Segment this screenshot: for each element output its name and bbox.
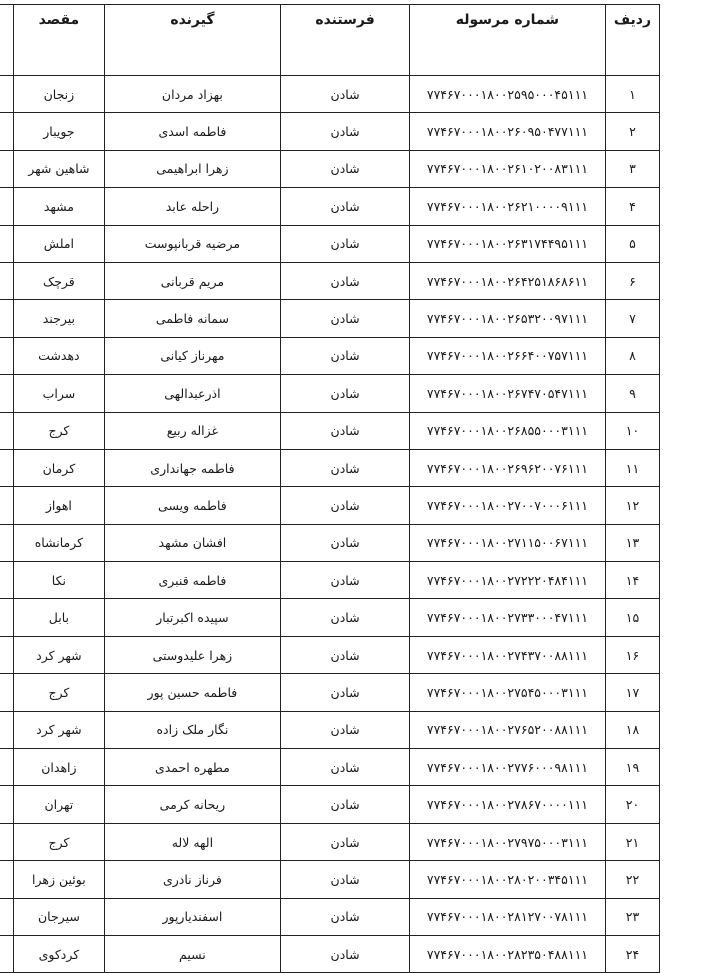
destination-city: شاهین شهر (14, 150, 105, 187)
row-index: ۹ (605, 375, 659, 412)
table-row (0, 636, 660, 673)
extra-value (0, 524, 14, 561)
extra-value (0, 749, 14, 786)
row-index: ۲۰ (605, 786, 659, 823)
header-receiver: گیرنده (104, 5, 280, 76)
row-index: ۴ (605, 188, 659, 225)
table-row (0, 375, 660, 412)
destination-city: سیرجان (14, 898, 105, 935)
receiver-name: بهزاد مردان (104, 76, 280, 113)
sender: شادن (281, 823, 410, 860)
destination-city: زاهدان (14, 749, 105, 786)
row-index: ۱۱ (605, 449, 659, 486)
extra-value (0, 375, 14, 412)
destination-city: تهران (14, 786, 105, 823)
header-sender: فرستنده (281, 5, 410, 76)
sender: شادن (281, 449, 410, 486)
sender: شادن (281, 524, 410, 561)
table-row (0, 562, 660, 599)
destination-city: بوئین زهرا (14, 861, 105, 898)
row-index: ۱ (605, 76, 659, 113)
receiver-name: مهرناز کیانی (104, 337, 280, 374)
table-row (0, 823, 660, 860)
tracking-number: ۷۷۴۶۷۰۰۰۱۸۰۰۲۷۶۵۲۰۰۸۸۱۱۱ (409, 711, 605, 748)
header-destination: مقصد (14, 5, 105, 76)
row-index: ۸ (605, 337, 659, 374)
row-index: ۲۲ (605, 861, 659, 898)
destination-city: کردکوی (14, 935, 105, 972)
receiver-name: فاطمه جهانداری (104, 449, 280, 486)
destination-city: شهر کرد (14, 711, 105, 748)
receiver-name: افشان مشهد (104, 524, 280, 561)
receiver-name: مطهره احمدی (104, 749, 280, 786)
table-row (0, 487, 660, 524)
receiver-name: فاطمه ویسی (104, 487, 280, 524)
destination-city: نکا (14, 562, 105, 599)
extra-value (0, 861, 14, 898)
sender: شادن (281, 225, 410, 262)
tracking-number: ۷۷۴۶۷۰۰۰۱۸۰۰۲۶۳۱۷۴۴۹۵۱۱۱ (409, 225, 605, 262)
header-row (0, 5, 660, 76)
sender: شادن (281, 113, 410, 150)
row-index: ۱۲ (605, 487, 659, 524)
destination-city: کرج (14, 674, 105, 711)
receiver-name: ریحانه کرمی (104, 786, 280, 823)
receiver-name: غزاله ربیع (104, 412, 280, 449)
row-index: ۱۶ (605, 636, 659, 673)
tracking-number: ۷۷۴۶۷۰۰۰۱۸۰۰۲۶۰۹۵۰۴۷۷۱۱۱ (409, 113, 605, 150)
receiver-name: نگار ملک زاده (104, 711, 280, 748)
table-row (0, 449, 660, 486)
receiver-name: راحله عابد (104, 188, 280, 225)
extra-value (0, 188, 14, 225)
row-index: ۱۵ (605, 599, 659, 636)
row-index: ۲ (605, 113, 659, 150)
tracking-number: ۷۷۴۶۷۰۰۰۱۸۰۰۲۷۳۳۰۰۰۴۷۱۱۱ (409, 599, 605, 636)
receiver-name: نسیم (104, 935, 280, 972)
table-row (0, 225, 660, 262)
table-row (0, 113, 660, 150)
destination-city: زنجان (14, 76, 105, 113)
tracking-number: ۷۷۴۶۷۰۰۰۱۸۰۰۲۶۲۱۰۰۰۰۹۱۱۱ (409, 188, 605, 225)
tracking-number: ۷۷۴۶۷۰۰۰۱۸۰۰۲۶۷۴۷۰۵۴۷۱۱۱ (409, 375, 605, 412)
receiver-name: اسفندیارپور (104, 898, 280, 935)
row-index: ۶ (605, 262, 659, 299)
table-row (0, 749, 660, 786)
receiver-name: مریم قربانی (104, 262, 280, 299)
tracking-number: ۷۷۴۶۷۰۰۰۱۸۰۰۲۷۰۰۷۰۰۰۶۱۱۱ (409, 487, 605, 524)
table-row (0, 599, 660, 636)
tracking-number: ۷۷۴۶۷۰۰۰۱۸۰۰۲۷۲۲۲۰۴۸۴۱۱۱ (409, 562, 605, 599)
receiver-name: فاطمه قنبری (104, 562, 280, 599)
row-index: ۱۸ (605, 711, 659, 748)
tracking-number: ۷۷۴۶۷۰۰۰۱۸۰۰۲۵۹۵۰۰۰۴۵۱۱۱ (409, 76, 605, 113)
tracking-number: ۷۷۴۶۷۰۰۰۱۸۰۰۲۸۰۲۰۰۳۴۵۱۱۱ (409, 861, 605, 898)
row-index: ۷ (605, 300, 659, 337)
table-row (0, 76, 660, 113)
destination-city: کرمان (14, 449, 105, 486)
receiver-name: فرناز نادری (104, 861, 280, 898)
row-index: ۲۴ (605, 935, 659, 972)
receiver-name: سمانه فاطمی (104, 300, 280, 337)
extra-value (0, 337, 14, 374)
tracking-number: ۷۷۴۶۷۰۰۰۱۸۰۰۲۷۴۳۷۰۰۸۸۱۱۱ (409, 636, 605, 673)
receiver-name: مرضیه قربانپوست (104, 225, 280, 262)
tracking-number: ۷۷۴۶۷۰۰۰۱۸۰۰۲۸۲۳۵۰۴۸۸۱۱۱ (409, 935, 605, 972)
destination-city: کرمانشاه (14, 524, 105, 561)
sender: شادن (281, 262, 410, 299)
table-row (0, 150, 660, 187)
table-row (0, 898, 660, 935)
sender: شادن (281, 861, 410, 898)
table-row (0, 412, 660, 449)
row-index: ۱۴ (605, 562, 659, 599)
sender: شادن (281, 711, 410, 748)
shipment-table (0, 4, 660, 973)
sender: شادن (281, 674, 410, 711)
extra-value (0, 636, 14, 673)
extra-value (0, 262, 14, 299)
table-row (0, 300, 660, 337)
extra-value (0, 449, 14, 486)
row-index: ۵ (605, 225, 659, 262)
header-index: ردیف (605, 5, 659, 76)
row-index: ۱۷ (605, 674, 659, 711)
sender: شادن (281, 898, 410, 935)
receiver-name: فاطمه اسدی (104, 113, 280, 150)
sender: شادن (281, 562, 410, 599)
extra-value (0, 786, 14, 823)
tracking-number: ۷۷۴۶۷۰۰۰۱۸۰۰۲۶۸۵۵۰۰۰۳۱۱۱ (409, 412, 605, 449)
table-row (0, 786, 660, 823)
extra-value (0, 898, 14, 935)
sender: شادن (281, 300, 410, 337)
sender: شادن (281, 150, 410, 187)
row-index: ۱۰ (605, 412, 659, 449)
extra-value (0, 300, 14, 337)
tracking-number: ۷۷۴۶۷۰۰۰۱۸۰۰۲۶۴۲۵۱۸۶۸۶۱۱ (409, 262, 605, 299)
destination-city: بیرجند (14, 300, 105, 337)
sender: شادن (281, 636, 410, 673)
sender: شادن (281, 188, 410, 225)
table-row (0, 524, 660, 561)
row-index: ۱۳ (605, 524, 659, 561)
tracking-number: ۷۷۴۶۷۰۰۰۱۸۰۰۲۷۵۴۵۰۰۰۳۱۱۱ (409, 674, 605, 711)
table-row (0, 337, 660, 374)
table-row (0, 674, 660, 711)
tracking-number: ۷۷۴۶۷۰۰۰۱۸۰۰۲۶۹۶۲۰۰۷۶۱۱۱ (409, 449, 605, 486)
sender: شادن (281, 337, 410, 374)
destination-city: مشهد (14, 188, 105, 225)
tracking-number: ۷۷۴۶۷۰۰۰۱۸۰۰۲۶۵۳۲۰۰۹۷۱۱۱ (409, 300, 605, 337)
extra-value (0, 935, 14, 972)
extra-value (0, 412, 14, 449)
destination-city: کرج (14, 823, 105, 860)
extra-value (0, 76, 14, 113)
tracking-number: ۷۷۴۶۷۰۰۰۱۸۰۰۲۷۹۷۵۰۰۰۳۱۱۱ (409, 823, 605, 860)
extra-value (0, 599, 14, 636)
sender: شادن (281, 599, 410, 636)
receiver-name: الهه لاله (104, 823, 280, 860)
sender: شادن (281, 76, 410, 113)
header-extra (0, 5, 14, 76)
tracking-number: ۷۷۴۶۷۰۰۰۱۸۰۰۲۷۷۶۰۰۰۹۸۱۱۱ (409, 749, 605, 786)
table-body (0, 76, 660, 973)
table-row (0, 861, 660, 898)
extra-value (0, 711, 14, 748)
destination-city: شهر کرد (14, 636, 105, 673)
tracking-number: ۷۷۴۶۷۰۰۰۱۸۰۰۲۸۱۲۷۰۰۷۸۱۱۱ (409, 898, 605, 935)
table-row (0, 935, 660, 972)
sender: شادن (281, 749, 410, 786)
header-tracking-number: شماره مرسوله (409, 5, 605, 76)
receiver-name: زهرا علیدوستی (104, 636, 280, 673)
destination-city: املش (14, 225, 105, 262)
extra-value (0, 487, 14, 524)
sender: شادن (281, 786, 410, 823)
row-index: ۱۹ (605, 749, 659, 786)
row-index: ۲۳ (605, 898, 659, 935)
row-index: ۲۱ (605, 823, 659, 860)
tracking-number: ۷۷۴۶۷۰۰۰۱۸۰۰۲۶۶۴۰۰۷۵۷۱۱۱ (409, 337, 605, 374)
receiver-name: سپیده اکبرتبار (104, 599, 280, 636)
tracking-number: ۷۷۴۶۷۰۰۰۱۸۰۰۲۷۸۶۷۰۰۰۰۱۱۱ (409, 786, 605, 823)
destination-city: سراب (14, 375, 105, 412)
extra-value (0, 823, 14, 860)
table-row (0, 711, 660, 748)
extra-value (0, 113, 14, 150)
receiver-name: زهرا ابراهیمی (104, 150, 280, 187)
sender: شادن (281, 412, 410, 449)
sender: شادن (281, 487, 410, 524)
table-row (0, 262, 660, 299)
row-index: ۳ (605, 150, 659, 187)
destination-city: کرج (14, 412, 105, 449)
destination-city: اهواز (14, 487, 105, 524)
destination-city: بابل (14, 599, 105, 636)
tracking-number: ۷۷۴۶۷۰۰۰۱۸۰۰۲۷۱۱۵۰۰۶۷۱۱۱ (409, 524, 605, 561)
sender: شادن (281, 935, 410, 972)
extra-value (0, 562, 14, 599)
sender: شادن (281, 375, 410, 412)
destination-city: جویبار (14, 113, 105, 150)
extra-value (0, 150, 14, 187)
receiver-name: فاطمه حسین پور (104, 674, 280, 711)
extra-value (0, 225, 14, 262)
table-row (0, 188, 660, 225)
tracking-number: ۷۷۴۶۷۰۰۰۱۸۰۰۲۶۱۰۲۰۰۸۳۱۱۱ (409, 150, 605, 187)
receiver-name: اذرعبدالهی (104, 375, 280, 412)
destination-city: قرچک (14, 262, 105, 299)
destination-city: دهدشت (14, 337, 105, 374)
extra-value (0, 674, 14, 711)
